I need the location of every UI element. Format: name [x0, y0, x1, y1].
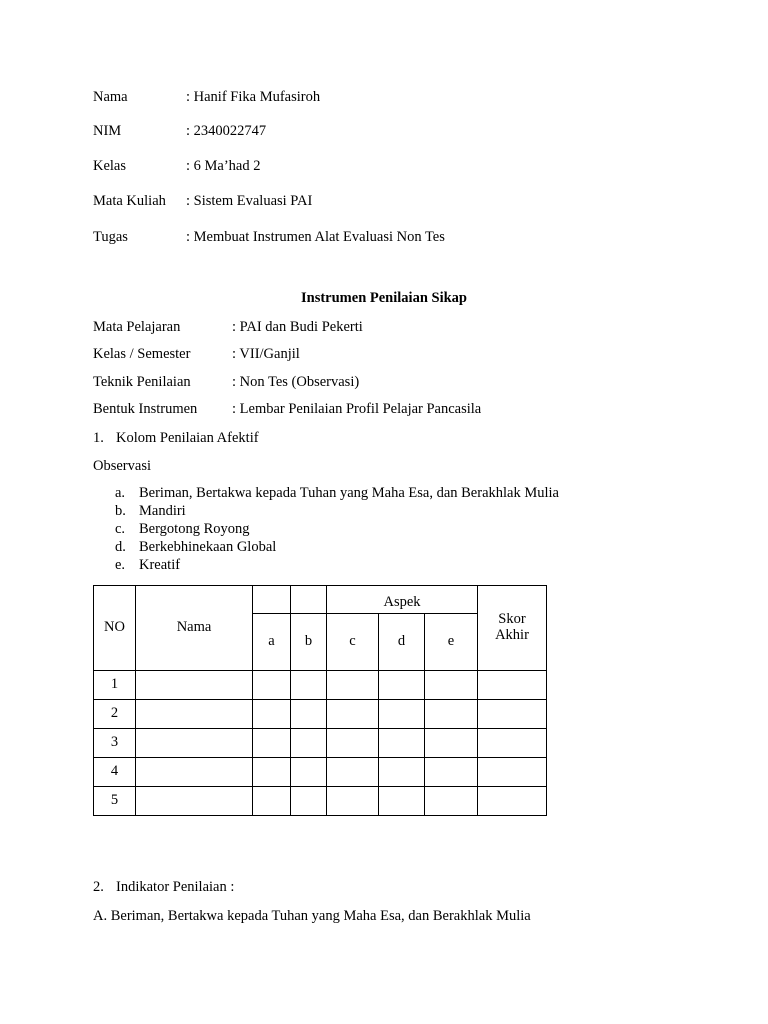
- table-row: [94, 729, 547, 758]
- header-aspect-e: e: [425, 614, 478, 671]
- info-label-teknik-penilaian: Teknik Penilaian: [93, 374, 191, 390]
- cell-score[interactable]: [253, 700, 291, 729]
- cell-skor-akhir[interactable]: [478, 671, 547, 700]
- cell-score[interactable]: [253, 758, 291, 787]
- header-aspect-d: d: [379, 614, 425, 671]
- table-row: [94, 700, 547, 729]
- cell-score[interactable]: [327, 671, 379, 700]
- row-number: 5: [94, 787, 136, 816]
- cell-score[interactable]: [291, 758, 327, 787]
- identity-label-nama: Nama: [93, 89, 128, 105]
- info-label-mata-pelajaran: Mata Pelajaran: [93, 319, 181, 335]
- cell-score[interactable]: [253, 671, 291, 700]
- cell-score[interactable]: [253, 787, 291, 816]
- cell-score[interactable]: [327, 729, 379, 758]
- aspect-text: Kreatif: [139, 557, 181, 573]
- cell-skor-akhir[interactable]: [478, 758, 547, 787]
- aspect-marker: d.: [115, 539, 126, 555]
- assessment-table: [93, 585, 547, 816]
- row-number: 4: [94, 758, 136, 787]
- cell-skor-akhir[interactable]: [478, 787, 547, 816]
- cell-nama[interactable]: [136, 671, 253, 700]
- info-value-bentuk-instrumen: : Lembar Penilaian Profil Pelajar Pancasila: [232, 401, 482, 417]
- info-label-bentuk-instrumen: Bentuk Instrumen: [93, 401, 198, 417]
- cell-skor-akhir[interactable]: [478, 700, 547, 729]
- identity-label-kelas: Kelas: [93, 158, 127, 174]
- header-aspek: Aspek: [327, 586, 478, 614]
- header-aspect-b: b: [291, 614, 327, 671]
- table-row: [94, 758, 547, 787]
- aspect-marker: c.: [115, 521, 126, 537]
- row-number: 2: [94, 700, 136, 729]
- info-value-kelas-semester: : VII/Ganjil: [232, 346, 300, 362]
- cell-score[interactable]: [327, 700, 379, 729]
- header-no: NO: [94, 586, 136, 671]
- header-aspect-c: c: [327, 614, 379, 671]
- cell-score[interactable]: [291, 671, 327, 700]
- aspect-marker: a.: [115, 485, 126, 501]
- aspect-marker: e.: [115, 557, 126, 573]
- point1-number: 1.: [93, 430, 104, 446]
- aspect-text: Mandiri: [139, 503, 186, 519]
- cell-score[interactable]: [379, 758, 425, 787]
- cell-score[interactable]: [425, 787, 478, 816]
- header-nama: Nama: [136, 586, 253, 671]
- identity-label-nim: NIM: [93, 123, 122, 139]
- cell-score[interactable]: [379, 700, 425, 729]
- info-value-teknik-penilaian: : Non Tes (Observasi): [232, 374, 360, 390]
- identity-value-tugas: : Membuat Instrumen Alat Evaluasi Non Tes: [186, 229, 445, 245]
- table-row: [94, 787, 547, 816]
- cell-score[interactable]: [291, 700, 327, 729]
- identity-label-tugas: Tugas: [93, 229, 128, 245]
- info-label-kelas-semester: Kelas / Semester: [93, 346, 191, 362]
- indicator-a-heading: A. Beriman, Bertakwa kepada Tuhan yang Maha Esa, dan Berakhlak Mulia: [93, 908, 531, 924]
- observasi-label: Observasi: [93, 458, 151, 474]
- aspect-text: Berkebhinekaan Global: [139, 539, 277, 555]
- header-skor-akhir: Skor Akhir: [478, 586, 547, 671]
- cell-skor-akhir[interactable]: [478, 729, 547, 758]
- cell-score[interactable]: [425, 671, 478, 700]
- cell-score[interactable]: [425, 729, 478, 758]
- cell-score[interactable]: [291, 729, 327, 758]
- row-number: 3: [94, 729, 136, 758]
- header-blank-cell: [291, 586, 327, 614]
- identity-value-kelas: : 6 Ma’had 2: [186, 158, 261, 174]
- cell-score[interactable]: [327, 758, 379, 787]
- cell-score[interactable]: [425, 700, 478, 729]
- section-title: Instrumen Penilaian Sikap: [301, 290, 467, 306]
- cell-nama[interactable]: [136, 700, 253, 729]
- cell-score[interactable]: [379, 671, 425, 700]
- cell-nama[interactable]: [136, 758, 253, 787]
- point2-number: 2.: [93, 879, 104, 895]
- cell-score[interactable]: [253, 729, 291, 758]
- aspect-text: Bergotong Royong: [139, 521, 250, 537]
- identity-value-mata-kuliah: : Sistem Evaluasi PAI: [186, 193, 313, 209]
- identity-label-mata-kuliah: Mata Kuliah: [93, 193, 166, 209]
- cell-score[interactable]: [425, 758, 478, 787]
- cell-score[interactable]: [379, 729, 425, 758]
- point1-text: Kolom Penilaian Afektif: [116, 430, 259, 446]
- cell-score[interactable]: [379, 787, 425, 816]
- aspect-marker: b.: [115, 503, 126, 519]
- table-row: [94, 671, 547, 700]
- aspect-text: Beriman, Bertakwa kepada Tuhan yang Maha Esa, dan Berakhlak Mulia: [139, 485, 559, 501]
- header-blank-cell: [253, 586, 291, 614]
- cell-nama[interactable]: [136, 787, 253, 816]
- row-number: 1: [94, 671, 136, 700]
- point2-text: Indikator Penilaian :: [116, 879, 235, 895]
- info-value-mata-pelajaran: : PAI dan Budi Pekerti: [232, 319, 363, 335]
- header-aspect-a: a: [253, 614, 291, 671]
- cell-nama[interactable]: [136, 729, 253, 758]
- cell-score[interactable]: [327, 787, 379, 816]
- cell-score[interactable]: [291, 787, 327, 816]
- identity-value-nim: : 2340022747: [186, 123, 267, 139]
- identity-value-nama: : Hanif Fika Mufasiroh: [186, 89, 321, 105]
